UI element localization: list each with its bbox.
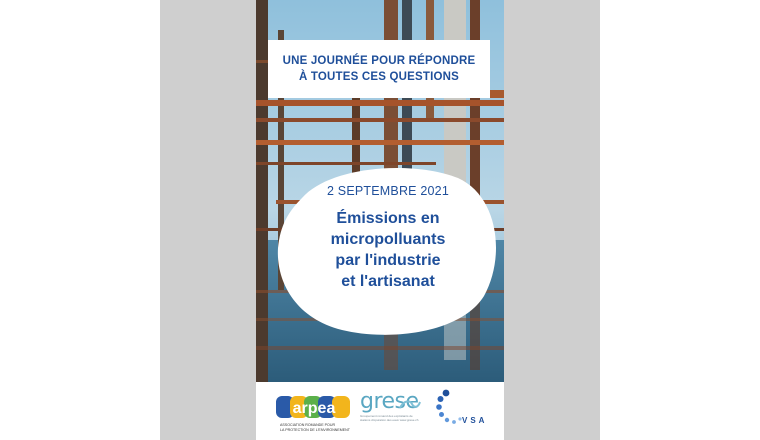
right-gray-margin bbox=[504, 0, 600, 440]
event-date: 2 SEPTEMBRE 2021 bbox=[326, 184, 449, 198]
arpea-wordmark: arpea bbox=[292, 400, 336, 417]
vsa-wordmark: VSA bbox=[462, 416, 488, 425]
title-line-2: micropolluants bbox=[330, 231, 446, 248]
grese-subtitle: Groupement romand des exploitants de stations d'épuration des eaux www.grese.ch bbox=[360, 414, 419, 422]
event-title bbox=[302, 208, 474, 292]
headline-box bbox=[268, 40, 490, 98]
event-poster bbox=[256, 0, 504, 440]
vsa-logo bbox=[436, 388, 494, 436]
arpea-logo bbox=[276, 392, 352, 436]
left-gray-margin bbox=[160, 0, 256, 440]
grese-logo bbox=[360, 390, 424, 436]
arpea-subtitle-line-1: ASSOCIATION ROMANDE POUR bbox=[280, 423, 336, 427]
headline-line-1: UNE JOURNÉE POUR RÉPONDRE bbox=[282, 55, 476, 67]
grese-wordmark: grese bbox=[360, 389, 419, 414]
arpea-wordmark-graphic bbox=[276, 392, 352, 420]
title-line-1: Émissions en bbox=[336, 210, 440, 227]
arpea-subtitle bbox=[280, 423, 352, 432]
headline-line-2: À TOUTES CES QUESTIONS bbox=[298, 71, 460, 83]
arpea-subtitle-line-2: LA PROTECTION DE L'ENVIRONNEMENT bbox=[280, 427, 350, 432]
title-line-4: et l'artisanat bbox=[341, 273, 435, 290]
grese-wave-icon bbox=[398, 398, 422, 412]
title-line-3: par l'industrie bbox=[335, 252, 441, 269]
logo-strip bbox=[256, 382, 504, 440]
